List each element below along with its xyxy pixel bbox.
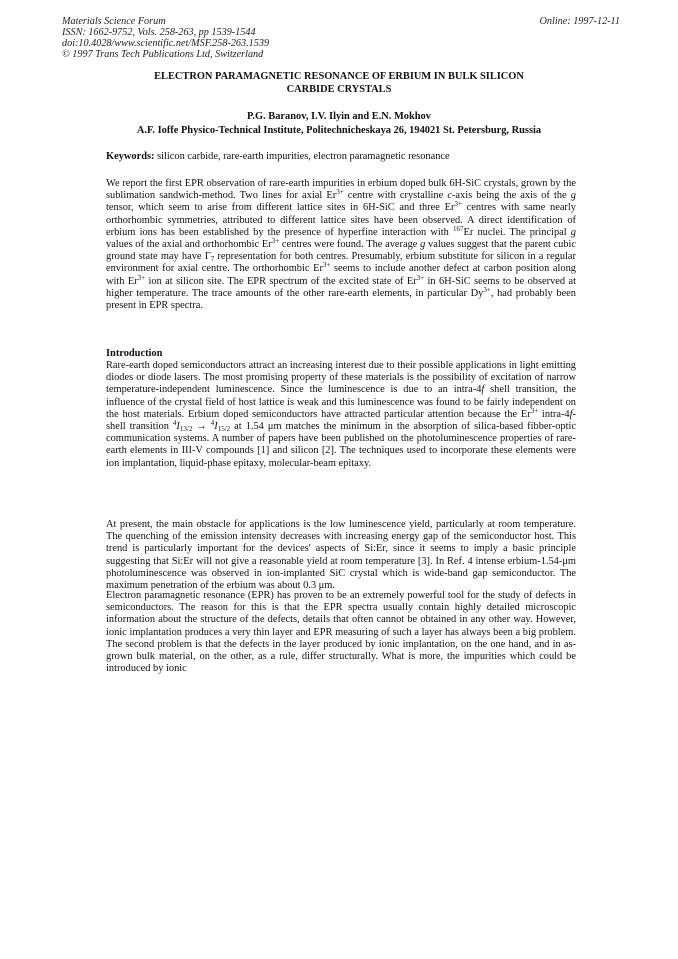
copyright-line: © 1997 Trans Tech Publications Ltd, Switzerland [62,49,264,60]
keywords-label: Keywords: [106,151,155,162]
doi-link[interactable]: doi:10.4028/www.scientific.net/MSF.258-263.1539 [62,38,270,49]
intro-paragraph-3: Electron paramagnetic resonance (EPR) has proven to be an extremely powerful tool for the study of defects in semiconductors. The reason for this is that the EPR spectra usually contain highly detailed microscopic information about the structure of the defects, details that often cannot be obtained in any other way. However, ionic implantation produces a very thin layer and EPR measuring of such a layer has always been a big problem. The second problem is that the defects in the layer produced by ionic implantation, on the one hand, and in as-grown bulk material, on the other, as a rule, differ structurally. What is more, the impurities which could be introduced by ionic [106,590,576,675]
issn-line: ISSN: 1662-9752, Vols. 258-263, pp 1539-1544 [62,27,256,38]
paper-title [90,70,588,96]
section-heading-introduction: Introduction [106,348,163,359]
title-line-2: CARBIDE CRYSTALS [286,84,392,95]
citation-header [62,16,482,60]
keywords-text: silicon carbide, rare-earth impurities, electron paramagnetic resonance [157,151,450,162]
authors: P.G. Baranov, I.V. Ilyin and E.N. Mokhov [247,111,431,122]
title-line-1: ELECTRON PARAMAGNETIC RESONANCE OF ERBIUM IN BULK SILICON [154,71,524,82]
keywords [106,151,576,163]
intro-paragraph-2: At present, the main obstacle for applications is the low luminescence yield, particularly at room temperature. The quenching of the emission intensity decreases with increasing energy gap of the semiconductor host. This trend is particularly important for the devices' aspects of Si:Er, since it seems to imply a basic principle suggesting that Si:Er will not give a reasonable yield at room temperature [3]. In Ref. 4 intense erbium-1.54-μm photoluminescence was observed in ion-implanted SiC crystal which is wide-band gap semiconductor. The maximum penetration of the erbium was about 0.3 μm. [106,519,576,592]
online-date: Online: 1997-12-11 [539,16,620,27]
affiliation: A.F. Ioffe Physico-Technical Institute, Politechnicheskaya 26, 194021 St. Petersburg, Russia [136,125,542,136]
journal-name: Materials Science Forum [62,16,166,27]
intro-paragraph-1: Rare-earth doped semiconductors attract an increasing interest due to their possible applications in light emitting diodes or diode lasers. The most promising property of these materials is the possibility of excitation of narrow temperature-independent luminescence. Since the luminescence is due to an intra-4f shell transition, the influence of the crystal field of host lattice is weak and this luminescence was found to be fairly independent on the host materials. Erbium doped semiconductors have attracted particular attention because the $Er^{3+}$ intra-4f-shell transition $^4I_{13/2} \to ^4I_{15/2}$ at 1.54 μm matches the minimum in the absorption of silica-based fibber-optic communication systems. A number of papers have been published on the photoluminescence properties of rare-earth elements in III-V compounds [1] and silicon [2]. The techniques used to incorporate these elements were ion implantation, liquid-phase epitaxy, molecular-beam epitaxy. [106,360,576,469]
abstract: We report the first EPR observation of rare-earth impurities in erbium doped bulk 6H-SiC crystals, grown by the sublimation sandwich-method. Two lines for axial $Er^{3+}$ centre with crystalline c-axis being the axis of the g tensor, which seem to arise from different lattice sites in 6H-SiC and three $Er^{3+}$ centres with same nearly orthorhombic symmetries, attributed to different lattice sites have been observed. A direct identification of erbium ions has been established by the presence of hyperfine interaction with $^{167}$Er nuclei. The principal g values of the axial and orthorhombic $Er^{3+}$ centres were found. The average g values suggest that the parent cubic ground state may have $\Gamma_7$ representation for both centres. Presumably, erbium substitute for silicon in a regular environment for axial centre. The orthorhombic $Er^{3+}$ seems to include another defect at carbon position along with $Er^{3+}$ ion at silicon site. The EPR spectrum of the excited state of $Er^{3+}$ in 6H-SiC seems to be observed at higher temperature. The trace amounts of the other rare-earth elements, in particular $Dy^{3+}$, had probably been present in EPR spectra. [106,178,576,312]
